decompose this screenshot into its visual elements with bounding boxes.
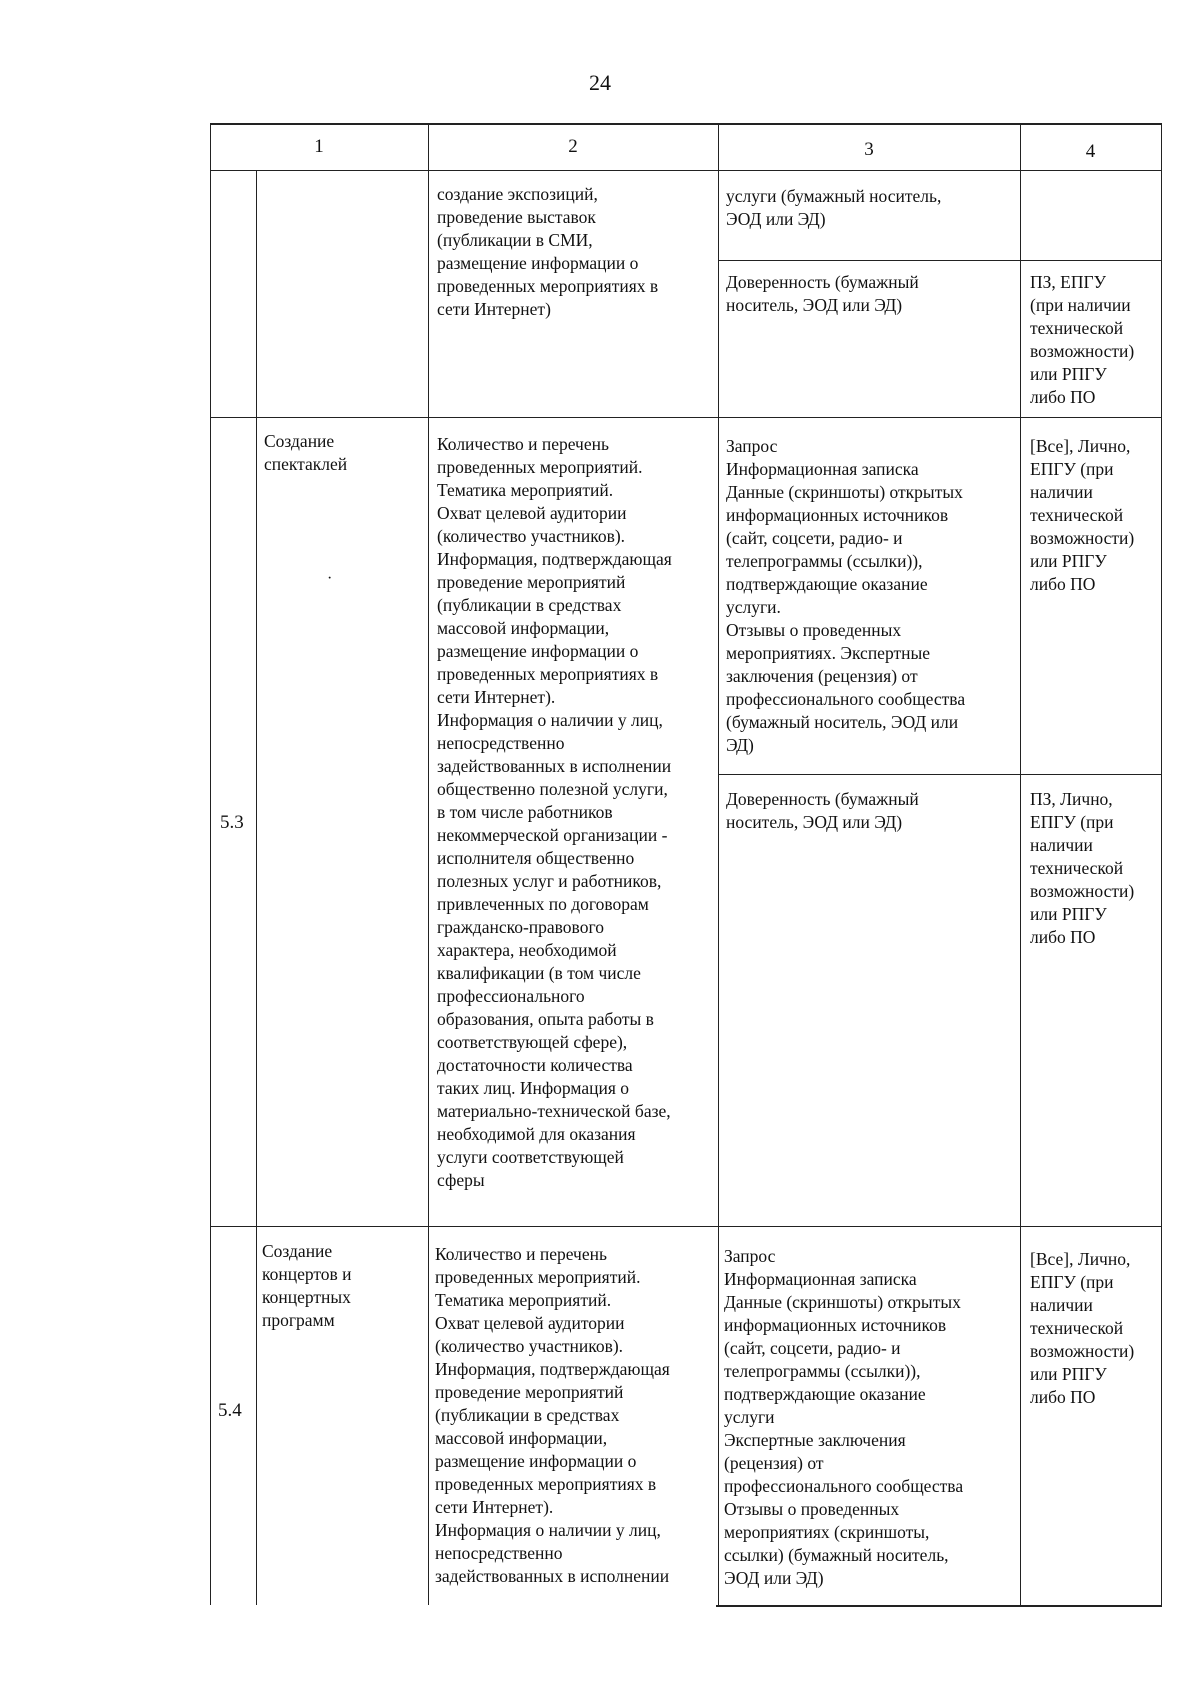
col-line	[718, 123, 719, 1607]
stray-mark: ·	[327, 570, 333, 587]
header-cell-4: 4	[1085, 141, 1096, 162]
channels-cell: [Все], Лично, ЕПГУ (при наличии технической возможности) или РПГУ либо ПО	[1030, 1249, 1135, 1407]
table-border-bottom	[716, 1605, 1162, 1607]
service-name-cell: Создание спектаклей	[264, 431, 348, 474]
channels-cell: ПЗ, Лично, ЕПГУ (при наличии технической возможности) или РПГУ либо ПО	[1030, 789, 1135, 947]
criteria-cell: Количество и перечень проведенных мероприятий. Тематика мероприятий. Охват целевой аудитории (количество участников). Информация, подтверждающая проведение мероприятий (публикации в средствах массовой информации, размещение информации о проведенных мероприятиях в сети Интернет). Информация о наличии у лиц, непосредственно задействованных в исполнении	[435, 1244, 670, 1586]
channels-cell: ПЗ, ЕПГУ (при наличии технической возможности) или РПГУ либо ПО	[1030, 272, 1135, 407]
criteria-cell: Количество и перечень проведенных мероприятий. Тематика мероприятий. Охват целевой аудитории (количество участников). Информация, подтверждающая проведение мероприятий (публикации в средствах массовой информации, размещение информации о проведенных мероприятиях в сети Интернет). Информация о наличии у лиц, непосредственно задействованных в исполнении общественно полезной услуги, в том числе работников некоммерческой организации - исполнителя общественно полезных услуг и работников, привлеченных по договорам гражданско-правового характера, необходимой квалификации (в том числе профессионального образования, опыта работы в соответствующей сфере), достаточности количества таких лиц. Информация о материально-технической базе, необходимой для оказания услуги соответствующей сферы	[437, 434, 672, 1190]
col-line	[1161, 123, 1162, 1607]
col-line	[256, 170, 257, 1605]
row-number: 5.4	[218, 1400, 242, 1421]
header-cell-3: 3	[864, 139, 874, 160]
col-line	[428, 123, 429, 1605]
document-cell: Доверенность (бумажный носитель, ЭОД или ЭД)	[726, 272, 919, 315]
header-cell-1: 1	[314, 136, 324, 157]
col-line	[210, 123, 211, 1605]
document-cell: услуги (бумажный носитель, ЭОД или ЭД)	[726, 186, 942, 229]
document-cell: Доверенность (бумажный носитель, ЭОД или ЭД)	[726, 789, 919, 832]
channels-cell: [Все], Лично, ЕПГУ (при наличии технической возможности) или РПГУ либо ПО	[1030, 436, 1135, 594]
sub-row-divider	[718, 774, 1162, 775]
row-number: 5.3	[220, 812, 244, 833]
service-name-cell: Создание концертов и концертных программ	[262, 1241, 352, 1330]
col-line	[1020, 123, 1021, 1607]
sub-row-divider	[718, 260, 1162, 261]
page-number: 24	[589, 70, 611, 95]
header-cell-2: 2	[568, 136, 578, 157]
document-cell: Запрос Информационная записка Данные (скриншоты) открытых информационных источников (сайт, соцсети, радио- и телепрограммы (ссылки)), подтверждающие оказание услуги. Отзывы о проведенных мероприятиях. Экспертные заключения (рецензия) от профессионального сообщества (бумажный носитель, ЭОД или ЭД)	[726, 436, 966, 755]
document-cell: Запрос Информационная записка Данные (скриншоты) открытых информационных источников (сайт, соцсети, радио- и телепрограммы (ссылки)), подтверждающие оказание услуги Экспертные заключения (рецензия) от профессионального сообщества Отзывы о проведенных мероприятиях (скриншоты, ссылки) (бумажный носитель, ЭОД или ЭД)	[724, 1246, 964, 1588]
criteria-cell: создание экспозиций, проведение выставок (публикации в СМИ, размещение информации о проведенных мероприятиях в сети Интернет)	[437, 184, 659, 319]
